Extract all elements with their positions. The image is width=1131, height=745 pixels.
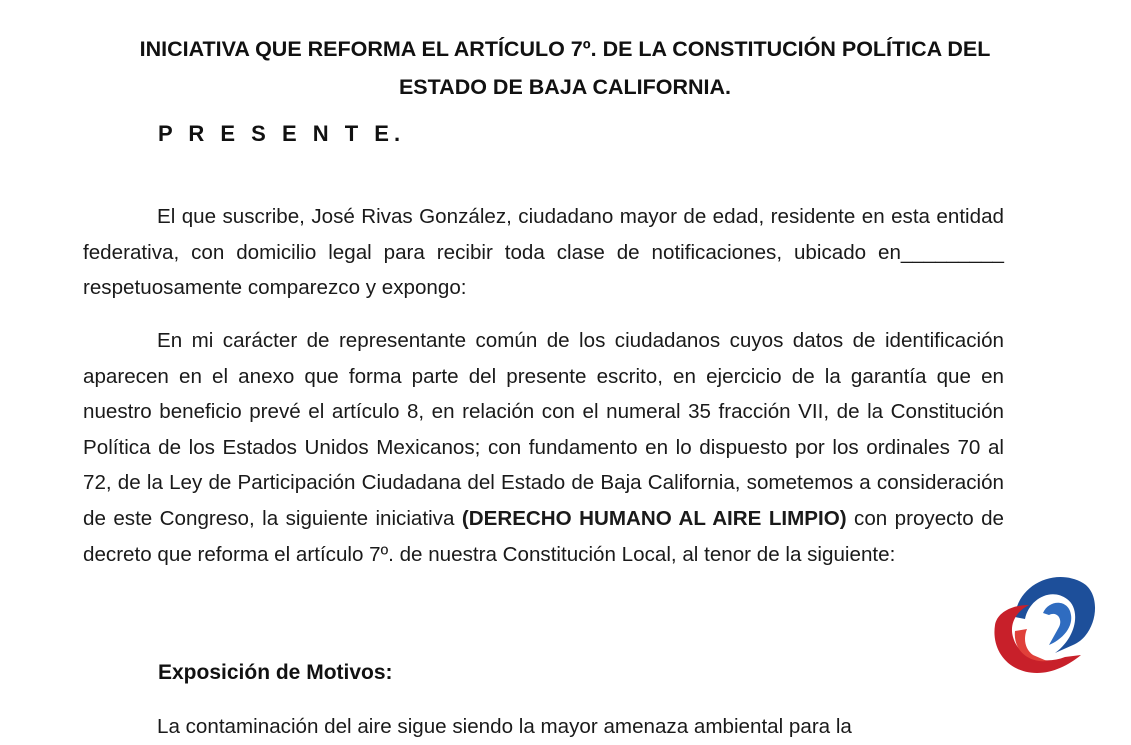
paragraph-petition-text-end: con proyecto de decreto que reforma el artículo 7º. de nuestra Constitución Local, al tenor de la siguiente: — [83, 506, 1004, 566]
paragraph-motives: La contaminación del aire sigue siendo la mayor amenaza ambiental para la — [157, 715, 852, 738]
paragraph-petition-text: En mi carácter de representante común de los ciudadanos cuyos datos de identificación aparecen en el anexo que forma parte del presente escrito, en ejercicio de la garantía que en nuestro beneficio prevé el artículo 8, en relación con el numeral 35 fracción VII, de la Constitución Política de los Estados Unidos Mexicanos; con fundamento en lo dispuesto por los ordinales 70 al 72, de la Ley de Participación Ciudadana del Estado de Baja California, sometemos a consideración de este Congreso, la siguiente iniciativa — [83, 329, 1004, 530]
document-title — [70, 30, 1060, 106]
section-heading: Exposición de Motivos: — [158, 661, 393, 684]
title-line-2: ESTADO DE BAJA CALIFORNIA. — [398, 75, 732, 99]
salutation: P R E S E N T E. — [158, 121, 406, 146]
title-line-1: INICIATIVA QUE REFORMA EL ARTÍCULO 7º. DE LA CONSTITUCIÓN POLÍTICA DEL — [139, 37, 991, 61]
paragraph-petition — [83, 323, 1004, 572]
swoosh-logo-icon — [985, 565, 1105, 685]
initiative-name: (DERECHO HUMANO AL AIRE LIMPIO) — [461, 506, 847, 530]
logo-blue-inner — [1043, 603, 1071, 645]
paragraph-intro: El que suscribe, José Rivas González, ciudadano mayor de edad, residente en esta entidad federativa, con domicilio legal para recibir toda clase de notificaciones, ubicado en_________ respetuosamente comparezco y expongo: — [83, 205, 1004, 300]
